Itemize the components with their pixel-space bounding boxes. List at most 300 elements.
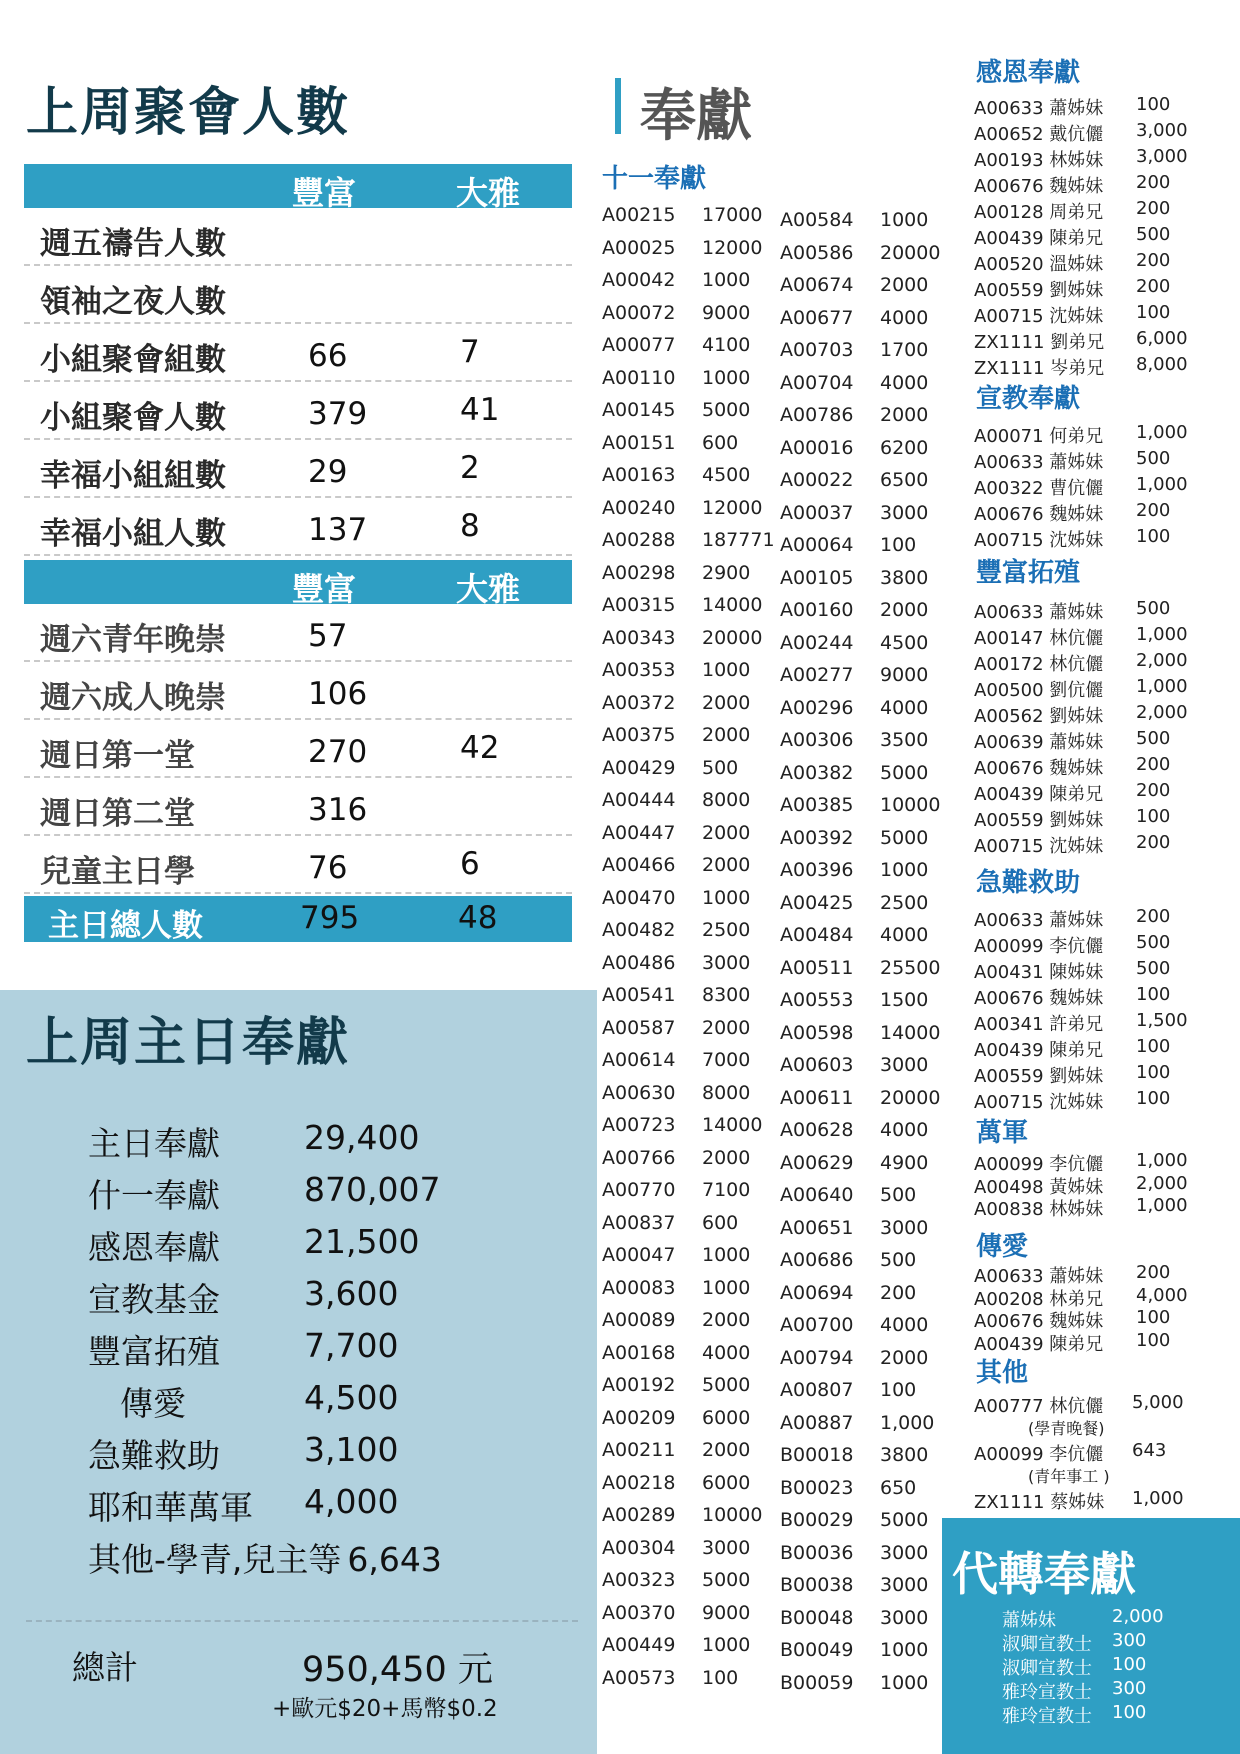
tithe-amount: 2000 xyxy=(702,854,751,876)
tithe-amount: 100 xyxy=(880,1379,917,1401)
thanks-offering-donor: A00652 戴伉儷 xyxy=(974,124,1104,145)
tithe-amount: 8000 xyxy=(702,1081,751,1104)
forwarded-amount: 300 xyxy=(1112,1630,1147,1651)
attendance-label: 小組聚會人數 xyxy=(40,400,226,436)
tithe-id: A00288 xyxy=(602,529,676,551)
tithe-id: A00022 xyxy=(780,469,854,491)
army-offering-donor: A00838 林姊妹 xyxy=(974,1199,1104,1220)
forwarded-offering-title: 代轉奉獻 xyxy=(952,1547,1136,1601)
tithe-entry xyxy=(602,919,774,952)
tithe-amount: 650 xyxy=(880,1476,917,1499)
tithe-amount: 12000 xyxy=(702,236,763,259)
tithe-entry xyxy=(780,697,940,730)
thanks-offering-amount: 3,000 xyxy=(1136,146,1188,167)
other-offering-entry xyxy=(974,1488,1234,1513)
relief-offering-amount: 100 xyxy=(1136,1088,1171,1109)
thanks-offering-entry xyxy=(974,172,1234,197)
tithe-id: A00304 xyxy=(602,1536,676,1559)
expansion-offering-entry xyxy=(974,650,1234,675)
tithe-amount: 2000 xyxy=(702,1016,751,1039)
tithe-id: A00686 xyxy=(780,1249,854,1271)
tithe-entry xyxy=(602,334,774,367)
expansion-offering-donor: A00715 沈姊妹 xyxy=(974,836,1104,857)
tithe-entry xyxy=(780,1054,940,1087)
tithe-amount: 4100 xyxy=(702,334,751,356)
tithe-amount: 7000 xyxy=(702,1049,751,1071)
tithe-id: A00042 xyxy=(602,269,676,291)
thanks-offering-amount: 500 xyxy=(1136,224,1171,245)
tithe-amount: 2000 xyxy=(880,274,929,296)
attendance-label: 兒童主日學 xyxy=(40,854,195,890)
tithe-amount: 3800 xyxy=(880,566,929,589)
offering-title: 奉獻 xyxy=(640,84,752,149)
relief-offering-entry xyxy=(974,932,1234,957)
tithe-amount: 14000 xyxy=(702,1114,763,1136)
tithe-entry xyxy=(602,1374,774,1407)
attendance-table xyxy=(24,164,572,942)
relief-offering-entry xyxy=(974,1088,1234,1113)
other-offering-note: (青年事工 ) xyxy=(1028,1467,1110,1486)
thanks-offering-amount: 200 xyxy=(1136,198,1171,219)
tithe-entry xyxy=(780,274,940,307)
tithe-entry xyxy=(602,1017,774,1050)
thanks-offering-donor: A00676 魏姊妹 xyxy=(974,176,1104,197)
tithe-entry xyxy=(602,854,774,887)
love-offering-donor: A00676 魏姊妹 xyxy=(974,1311,1104,1332)
tithe-entry xyxy=(602,1439,774,1472)
tithe-amount: 2000 xyxy=(880,599,929,621)
mission-offering-entry xyxy=(974,422,1234,447)
attendance-fengfu-value: 137 xyxy=(308,512,368,548)
tithe-amount: 600 xyxy=(702,1211,739,1234)
expansion-offering-donor: A00633 蕭姊妹 xyxy=(974,602,1104,623)
tithe-entry xyxy=(602,562,774,595)
tithe-id: A00160 xyxy=(780,599,854,621)
offering-summary-item xyxy=(88,1534,442,1581)
love-offering-amount: 4,000 xyxy=(1136,1284,1188,1306)
last-week-offering-panel xyxy=(0,990,597,1754)
attendance-daya-value: 8 xyxy=(460,508,480,544)
tithe-id: A00449 xyxy=(602,1634,676,1656)
tithe-entry xyxy=(780,1412,940,1445)
army-offering-entry xyxy=(974,1150,1234,1175)
thanks-offering-donor: A00439 陳弟兄 xyxy=(974,228,1104,249)
relief-offering-entry xyxy=(974,906,1234,931)
love-offering-donor: A00208 林弟兄 xyxy=(974,1288,1104,1310)
tithe-entry xyxy=(780,1672,940,1705)
tithe-id: A00766 xyxy=(602,1146,676,1169)
tithe-entry xyxy=(780,1444,940,1477)
tithe-amount: 2000 xyxy=(702,1439,751,1461)
other-offering-amount: 5,000 xyxy=(1132,1392,1184,1413)
tithe-id: A00110 xyxy=(602,366,676,389)
tithe-amount: 2000 xyxy=(880,404,929,426)
tithe-amount: 9000 xyxy=(702,1601,751,1624)
tithe-id: A00163 xyxy=(602,464,676,486)
relief-offering-amount: 100 xyxy=(1136,1036,1171,1057)
tithe-id: A00064 xyxy=(780,534,854,556)
tithe-amount: 100 xyxy=(880,534,917,556)
tithe-id: A00192 xyxy=(602,1374,676,1396)
tithe-entry xyxy=(602,464,774,497)
tithe-id: A00168 xyxy=(602,1341,676,1364)
offering-title-bar xyxy=(615,78,621,134)
tithe-amount: 4000 xyxy=(880,306,929,329)
tithe-amount: 4000 xyxy=(880,371,929,394)
forwarded-offering-box xyxy=(942,1518,1240,1754)
offering-summary-item xyxy=(88,1274,399,1321)
offering-summary-value: 4,000 xyxy=(304,1482,399,1521)
expansion-offering-entry xyxy=(974,780,1234,805)
tithe-amount: 9000 xyxy=(880,664,929,686)
thanks-offering-entry xyxy=(974,354,1234,379)
tithe-amount: 3500 xyxy=(880,729,929,751)
thanks-offering-donor: ZX1111 劉弟兄 xyxy=(974,332,1105,353)
tithe-entry xyxy=(780,1314,940,1347)
offering-summary-value: 7,700 xyxy=(304,1326,399,1365)
expansion-offering-entry xyxy=(974,728,1234,753)
mission-offering-donor: A00322 曹伉儷 xyxy=(974,478,1104,499)
tithe-id: B00018 xyxy=(780,1444,854,1466)
army-offering-entry xyxy=(974,1195,1234,1220)
tithe-id: A00218 xyxy=(602,1471,676,1494)
tithe-amount: 5000 xyxy=(702,1374,751,1396)
tithe-entry xyxy=(780,307,940,340)
forwarded-amount: 100 xyxy=(1112,1654,1147,1675)
tithe-amount: 3800 xyxy=(880,1444,929,1466)
tithe-amount: 10000 xyxy=(880,794,941,816)
expansion-offering-entry xyxy=(974,702,1234,727)
tithe-amount: 3000 xyxy=(880,1574,929,1596)
tithe-entry xyxy=(602,204,774,237)
mission-offering-donor: A00715 沈姊妹 xyxy=(974,530,1104,551)
tithe-id: A00382 xyxy=(780,761,854,784)
offering-summary-label: 傳愛 xyxy=(120,1384,186,1423)
attendance-daya-value: 42 xyxy=(460,730,500,766)
expansion-offering-entry xyxy=(974,598,1234,623)
tithe-entry xyxy=(602,1472,774,1505)
tithe-id: A00353 xyxy=(602,659,676,681)
tithe-entry xyxy=(780,599,940,632)
expansion-offering-entry xyxy=(974,806,1234,831)
expansion-offering-amount: 2,000 xyxy=(1136,702,1188,723)
thanks-offering-donor: A00520 溫姊妹 xyxy=(974,254,1104,275)
thanks-offering-entry xyxy=(974,250,1234,275)
offering-summary-label: 急難救助 xyxy=(88,1436,220,1475)
tithe-id: A00298 xyxy=(602,561,676,584)
offering-summary-label: 豐富拓殖 xyxy=(88,1332,220,1371)
tithe-id: A00296 xyxy=(780,696,854,719)
tithe-amount: 8300 xyxy=(702,984,751,1006)
tithe-entry xyxy=(602,984,774,1017)
attendance-fengfu-value: 76 xyxy=(308,850,348,886)
attendance-row xyxy=(24,382,572,440)
attendance-row xyxy=(24,498,572,556)
thanks-offering-donor: A00128 周弟兄 xyxy=(974,202,1104,223)
relief-offering-title: 急難救助 xyxy=(976,868,1081,898)
last-week-offering-title: 上周主日奉獻 xyxy=(26,1013,351,1073)
expansion-offering-amount: 1,000 xyxy=(1136,676,1188,697)
tithe-entry xyxy=(602,367,774,400)
tithe-entry xyxy=(602,529,774,562)
tithe-amount: 1000 xyxy=(702,269,751,291)
attendance-row xyxy=(24,324,572,382)
tithe-id: A00704 xyxy=(780,371,854,394)
tithe-id: A00807 xyxy=(780,1379,854,1401)
offering-summary-value: 4,500 xyxy=(304,1378,399,1417)
tithe-entry xyxy=(602,887,774,920)
tithe-amount: 2000 xyxy=(702,691,751,714)
tithe-id: A00674 xyxy=(780,274,854,296)
thanks-offering-entry xyxy=(974,224,1234,249)
tithe-amount: 1000 xyxy=(702,366,751,389)
other-offering-entry xyxy=(974,1440,1234,1465)
tithe-id: A00584 xyxy=(780,209,854,231)
tithe-entry xyxy=(602,1537,774,1570)
thanks-offering-entry xyxy=(974,120,1234,145)
attendance-fengfu-value: 270 xyxy=(308,734,368,770)
attendance-header xyxy=(24,164,572,212)
tithe-amount: 1000 xyxy=(880,1639,929,1661)
tithe-id: A00598 xyxy=(780,1021,854,1044)
tithe-amount: 3000 xyxy=(702,1536,751,1559)
tithe-entry xyxy=(780,762,940,795)
tithe-amount: 1000 xyxy=(702,1244,751,1266)
thanks-offering-entry xyxy=(974,94,1234,119)
tithe-amount: 4000 xyxy=(880,696,929,719)
column-header-daya-2: 大雅 xyxy=(456,570,521,608)
tithe-amount: 6000 xyxy=(702,1471,751,1494)
mission-offering-amount: 100 xyxy=(1136,526,1171,547)
tithe-id: A00640 xyxy=(780,1184,854,1206)
tithe-amount: 100 xyxy=(702,1666,739,1689)
tithe-id: B00023 xyxy=(780,1476,854,1499)
attendance-row xyxy=(24,604,572,662)
tithe-amount: 5000 xyxy=(880,761,929,784)
tithe-amount: 2900 xyxy=(702,561,751,584)
tithe-entry xyxy=(602,1667,774,1700)
tithe-id: A00444 xyxy=(602,789,676,811)
forwarded-recipient: 淑卿宣教士 xyxy=(1002,1658,1092,1679)
attendance-label: 幸福小組人數 xyxy=(40,516,226,552)
offering-summary-label: 感恩奉獻 xyxy=(88,1228,220,1267)
relief-offering-donor: A00559 劉姊妹 xyxy=(974,1066,1104,1087)
army-offering-amount: 1,000 xyxy=(1136,1195,1188,1216)
attendance-fengfu-value: 66 xyxy=(308,338,348,374)
tithe-entry xyxy=(602,1049,774,1082)
tithe-amount: 5000 xyxy=(702,1569,751,1591)
relief-offering-entry xyxy=(974,984,1234,1009)
relief-offering-donor: A00099 李伉儷 xyxy=(974,936,1104,957)
expansion-offering-amount: 100 xyxy=(1136,806,1171,827)
tithe-id: A00385 xyxy=(780,794,854,816)
tithe-entry xyxy=(780,534,940,567)
tithe-entry xyxy=(780,1152,940,1185)
offering-summary-item xyxy=(88,1430,399,1477)
relief-offering-amount: 200 xyxy=(1136,906,1171,927)
tithe-id: A00151 xyxy=(602,431,676,454)
forwarded-entry xyxy=(1002,1606,1232,1631)
tithe-entry xyxy=(780,989,940,1022)
tithe-id: A00703 xyxy=(780,339,854,361)
thanks-offering-donor: A00633 蕭姊妹 xyxy=(974,98,1104,119)
love-offering-donor: A00633 蕭姊妹 xyxy=(974,1266,1104,1287)
expansion-offering-entry xyxy=(974,676,1234,701)
offering-summary-item xyxy=(88,1326,399,1373)
mission-offering-amount: 500 xyxy=(1136,448,1171,469)
tithe-id: B00049 xyxy=(780,1639,854,1661)
tithe-amount: 2500 xyxy=(702,919,751,941)
tithe-id: A00628 xyxy=(780,1119,854,1141)
thanks-offering-amount: 200 xyxy=(1136,276,1171,297)
tithe-entry xyxy=(602,302,774,335)
tithe-amount: 3000 xyxy=(880,1216,929,1239)
offering-summary-item xyxy=(88,1222,420,1269)
tithe-entry xyxy=(602,789,774,822)
tithe-id: A00025 xyxy=(602,236,676,259)
expansion-offering-donor: A00500 劉伉儷 xyxy=(974,680,1104,701)
offering-summary-label: 什一奉獻 xyxy=(88,1176,220,1215)
forwarded-entry xyxy=(1002,1630,1232,1655)
tithe-id: A00629 xyxy=(780,1151,854,1174)
tithe-amount: 1000 xyxy=(702,1276,751,1299)
tithe-amount: 1000 xyxy=(702,886,751,909)
tithe-amount: 2000 xyxy=(880,1346,929,1369)
tithe-amount: 4000 xyxy=(880,1314,929,1336)
tithe-entry xyxy=(780,1184,940,1217)
expansion-offering-amount: 200 xyxy=(1136,754,1171,775)
tithe-entry xyxy=(780,242,940,275)
tithe-entry xyxy=(780,1477,940,1510)
tithe-id: A00786 xyxy=(780,404,854,426)
tithe-amount: 1700 xyxy=(880,339,929,361)
love-offering-amount: 100 xyxy=(1136,1307,1171,1328)
tithe-entry xyxy=(602,627,774,660)
tithe-entry xyxy=(780,1574,940,1607)
total-attendance-fengfu: 795 xyxy=(300,900,360,936)
tithe-id: A00466 xyxy=(602,854,676,876)
tithe-entry xyxy=(780,859,940,892)
tithe-entry xyxy=(602,237,774,270)
relief-offering-amount: 100 xyxy=(1136,1062,1171,1083)
expansion-offering-donor: A00639 蕭姊妹 xyxy=(974,732,1104,753)
tithe-id: A00016 xyxy=(780,436,854,459)
other-offering-amount: 1,000 xyxy=(1132,1488,1184,1509)
tithe-entry xyxy=(602,1244,774,1277)
thanks-offering-amount: 100 xyxy=(1136,94,1171,115)
tithe-entry xyxy=(780,404,940,437)
total-attendance-label: 主日總人數 xyxy=(48,908,203,944)
tithe-entry xyxy=(780,209,940,242)
tithe-id: A00375 xyxy=(602,724,676,746)
tithe-entry xyxy=(602,1569,774,1602)
thanks-offering-amount: 3,000 xyxy=(1136,120,1188,141)
other-offering-title: 其他 xyxy=(976,1358,1029,1388)
attendance-row xyxy=(24,266,572,324)
tithe-amount: 20000 xyxy=(702,626,763,649)
offering-summary-item xyxy=(88,1482,399,1529)
attendance-row xyxy=(24,778,572,836)
expansion-offering-amount: 2,000 xyxy=(1136,650,1188,671)
relief-offering-donor: A00439 陳弟兄 xyxy=(974,1040,1104,1061)
tithe-id: A00447 xyxy=(602,821,676,844)
forwarded-recipient: 淑卿宣教士 xyxy=(1002,1634,1092,1655)
tithe-column-1 xyxy=(602,204,774,1699)
mission-offering-donor: A00676 魏姊妹 xyxy=(974,504,1104,525)
tithe-amount: 1000 xyxy=(880,1671,929,1694)
mission-offering-amount: 200 xyxy=(1136,500,1171,521)
tithe-entry xyxy=(602,1634,774,1667)
tithe-entry xyxy=(602,1147,774,1180)
mission-offering-amount: 1,000 xyxy=(1136,422,1188,443)
love-offering-entry xyxy=(974,1307,1234,1332)
attendance-daya-value: 41 xyxy=(460,392,500,428)
offering-summary-label: 其他-學青,兒主等 xyxy=(88,1540,342,1579)
mission-offering-title: 宣教奉獻 xyxy=(976,384,1081,414)
tithe-entry xyxy=(780,502,940,535)
expansion-offering-title: 豐富拓殖 xyxy=(976,558,1081,588)
tithe-id: A00089 xyxy=(602,1309,676,1331)
forwarded-entry xyxy=(1002,1678,1232,1703)
tithe-entry xyxy=(780,794,940,827)
attendance-fengfu-value: 106 xyxy=(308,676,368,712)
offering-summary-value: 21,500 xyxy=(304,1222,420,1261)
tithe-id: A00429 xyxy=(602,756,676,779)
offering-summary-value: 3,600 xyxy=(304,1274,399,1313)
tithe-entry xyxy=(780,339,940,372)
relief-offering-donor: A00341 許弟兄 xyxy=(974,1014,1104,1035)
column-header-fengfu: 豐富 xyxy=(292,174,357,212)
tithe-id: A00470 xyxy=(602,886,676,909)
other-offering-amount: 643 xyxy=(1132,1440,1167,1461)
forwarded-recipient: 蕭姊妹 xyxy=(1002,1610,1056,1631)
tithe-entry xyxy=(780,729,940,762)
love-offering-entry xyxy=(974,1329,1234,1355)
attendance-label: 小組聚會組數 xyxy=(40,342,226,378)
tithe-id: A00240 xyxy=(602,496,676,519)
tithe-entry xyxy=(602,1342,774,1375)
tithe-id: A00486 xyxy=(602,951,676,974)
tithe-entry xyxy=(780,892,940,925)
tithe-id: A00770 xyxy=(602,1179,676,1201)
forwarded-recipient: 雅玲宣教士 xyxy=(1002,1706,1092,1727)
tithe-id: A00611 xyxy=(780,1086,854,1109)
tithe-id: A00277 xyxy=(780,664,854,686)
tithe-entry xyxy=(602,399,774,432)
tithe-amount: 2500 xyxy=(880,891,929,914)
tithe-id: A00614 xyxy=(602,1049,676,1071)
expansion-offering-entry xyxy=(974,832,1234,857)
tithe-id: A00105 xyxy=(780,566,854,589)
tithe-amount: 5000 xyxy=(880,1509,929,1531)
tithe-amount: 17000 xyxy=(702,204,763,226)
tithe-entry xyxy=(780,1639,940,1672)
tithe-id: A00372 xyxy=(602,691,676,714)
tithe-entry xyxy=(602,594,774,627)
attendance-daya-value: 2 xyxy=(460,450,480,486)
expansion-offering-amount: 200 xyxy=(1136,832,1171,853)
tithe-entry xyxy=(602,1277,774,1310)
expansion-offering-donor: A00676 魏姊妹 xyxy=(974,758,1104,779)
tithe-id: A00392 xyxy=(780,826,854,849)
tithe-amount: 500 xyxy=(880,1249,917,1271)
love-offering-donor: A00439 陳弟兄 xyxy=(974,1333,1104,1355)
tithe-amount: 1000 xyxy=(702,1634,751,1656)
tithe-entry xyxy=(602,1114,774,1147)
tithe-amount: 6500 xyxy=(880,469,929,491)
other-offering-entry xyxy=(974,1392,1234,1417)
tithe-id: A00315 xyxy=(602,594,676,616)
